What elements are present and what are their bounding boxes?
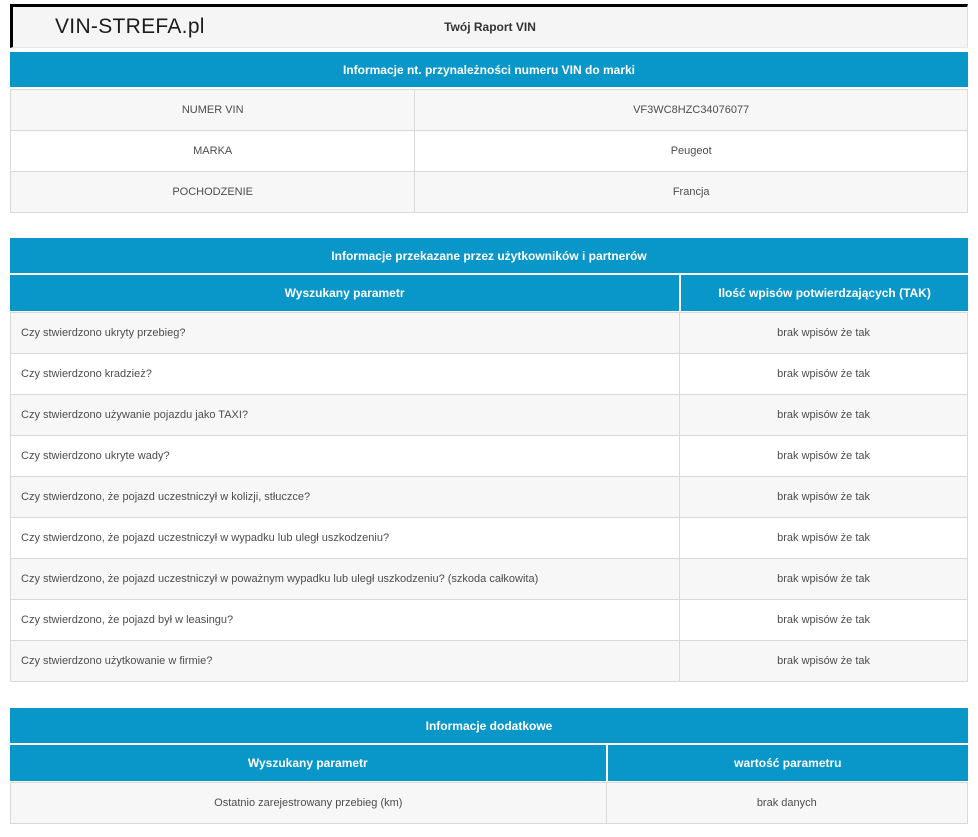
table-row <box>11 783 967 823</box>
value-cell: brak wpisów że tak <box>777 327 871 339</box>
column-header-row <box>10 275 968 311</box>
value-cell: brak wpisów że tak <box>777 491 871 503</box>
param-cell: Czy stwierdzono użytkowanie w firmie? <box>11 641 680 681</box>
param-cell: Czy stwierdzono, że pojazd był w leasingu? <box>11 600 680 640</box>
param-cell: Czy stwierdzono, że pojazd uczestniczył w poważnym wypadku lub uległ uszkodzeniu? (szkoda całkowita) <box>11 559 680 599</box>
section-header-additional: Informacje dodatkowe <box>10 708 968 743</box>
param-cell: Czy stwierdzono ukryty przebieg? <box>11 313 680 353</box>
site-logo: VIN-STREFA.pl <box>55 15 205 38</box>
section-additional-info <box>10 708 968 824</box>
origin-label: POCHODZENIE <box>11 172 415 212</box>
brand-label: MARKA <box>11 131 415 171</box>
table-row <box>11 394 967 435</box>
table-row <box>11 599 967 640</box>
param-cell: Ostatnio zarejestrowany przebieg (km) <box>11 783 607 823</box>
column-header-value: Ilość wpisów potwierdzających (TAK) <box>681 275 968 311</box>
column-header-row <box>10 745 968 781</box>
param-cell: Czy stwierdzono używanie pojazdu jako TAXI? <box>11 395 680 435</box>
table-row <box>11 171 967 212</box>
column-header-param: Wyszukany parametr <box>10 275 681 311</box>
table-row <box>11 517 967 558</box>
section-user-reports <box>10 238 968 682</box>
value-cell: brak wpisów że tak <box>777 573 871 585</box>
vin-label: NUMER VIN <box>11 90 415 130</box>
param-cell: Czy stwierdzono, że pojazd uczestniczył w wypadku lub uległ uszkodzeniu? <box>11 518 680 558</box>
table-row <box>11 476 967 517</box>
table-row <box>11 353 967 394</box>
value-cell: brak wpisów że tak <box>777 614 871 626</box>
table-row <box>11 313 967 353</box>
table-row <box>11 558 967 599</box>
param-cell: Czy stwierdzono, że pojazd uczestniczył w kolizji, stłuczce? <box>11 477 680 517</box>
section-header-user-reports: Informacje przekazane przez użytkowników i partnerów <box>10 238 968 273</box>
table-row <box>11 640 967 681</box>
value-cell: brak wpisów że tak <box>777 655 871 667</box>
column-header-value: wartość parametru <box>608 745 968 781</box>
additional-info-table <box>10 782 968 824</box>
table-row <box>11 130 967 171</box>
param-cell: Czy stwierdzono kradzież? <box>11 354 680 394</box>
brand-value: Peugeot <box>670 145 712 157</box>
value-cell: brak wpisów że tak <box>777 368 871 380</box>
table-row <box>11 435 967 476</box>
report-header <box>10 4 968 48</box>
value-cell: brak wpisów że tak <box>777 409 871 421</box>
vin-value: VF3WC8HZC34076077 <box>633 104 750 116</box>
user-reports-table <box>10 312 968 682</box>
page-title: Twój Raport VIN <box>444 20 536 34</box>
section-vin-info <box>10 52 968 213</box>
column-header-param: Wyszukany parametr <box>10 745 608 781</box>
value-cell: brak wpisów że tak <box>777 532 871 544</box>
param-cell: Czy stwierdzono ukryte wady? <box>11 436 680 476</box>
table-row <box>11 90 967 130</box>
vin-info-table <box>10 89 968 213</box>
value-cell: brak danych <box>756 797 817 809</box>
section-header-vin: Informacje nt. przynależności numeru VIN do marki <box>10 52 968 87</box>
value-cell: brak wpisów że tak <box>777 450 871 462</box>
origin-value: Francja <box>672 186 710 198</box>
